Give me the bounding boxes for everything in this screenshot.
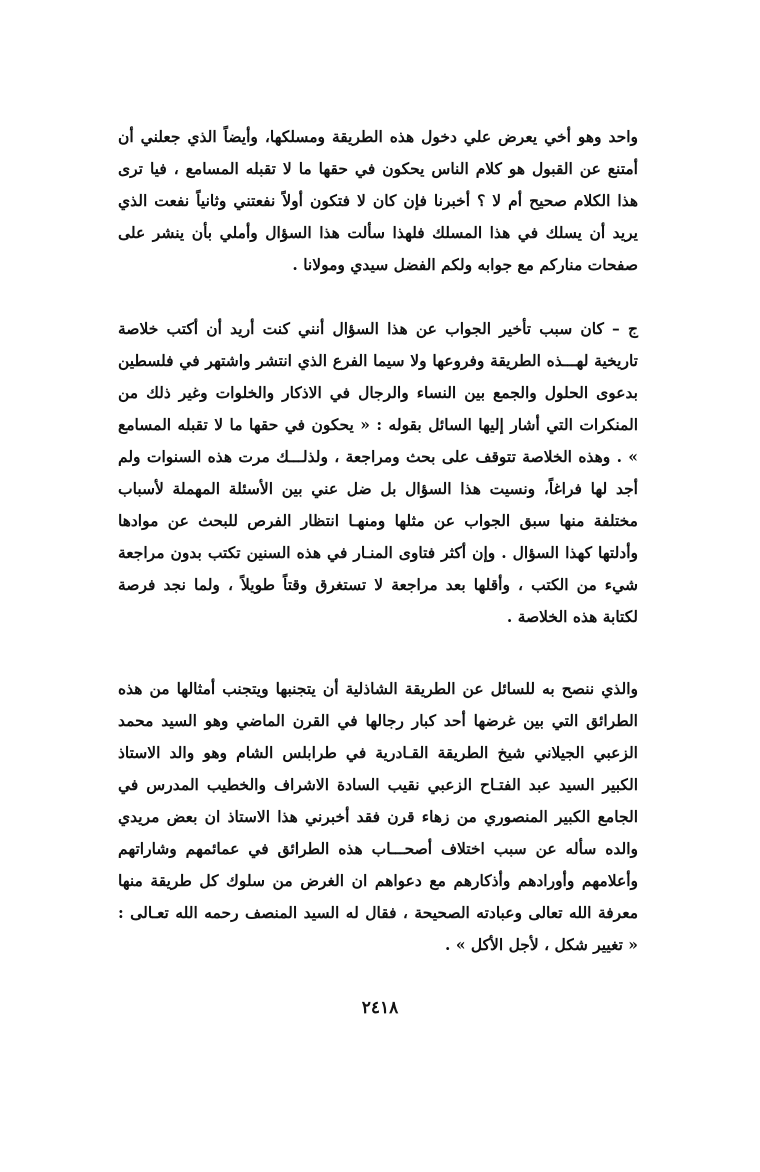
page-number: ٢٤١٨ [361,998,399,1018]
paragraph-advice: والذي ننصح به للسائل عن الطريقة الشاذلية أن يتجنبها ويتجنب أمثالها من هذه الطرائق التي بين غرضها أحد كبار رجالها في القرن الماضي وهو السيد محمد الزعبي الجيلاني شيخ الطريقة القـادرية في طرابلس الشام وهو والد الاستاذ الكبير السيد عبد الفتـاح الزعبي نقيب السادة الاشراف والخطيب المدرس في الجامع الكبير المنصوري من زهاء قرن فقد أخبرني هذا الاستاذ ان بعض مريدي والده سأله عن سبب اختلاف أصحـــاب هذه الطرائق في عمائمهم وشاراتهم وأعلامهم وأورادهم وأذكارهم مع دعواهم ان الغرض من سلوك كل طريقة منها معرفة الله تعالى وعبادته الصحيحة ، فقال له السيد المنصف رحمه الله تعـالى : « تغيير شكل ، لأجل الأكل » . [118,679,638,954]
paragraph-answer-delay: ج – كان سبب تأخير الجواب عن هذا السؤال أنني كنت أريد أن أكتب خلاصة تاريخية لهـــذه الطريقة وفروعها ولا سيما الفرع الذي انتشر واشتهر في فلسطين بدعوى الحلول والجمع بين النساء والرجال في الاذكار والخلوات وغير ذلك من المنكرات التي أشار إليها السائل بقوله : « يحكون في حقها ما لا تقبله المسامع » . وهذه الخلاصة تتوقف على بحث ومراجعة ، ولذلـــك مرت هذه السنوات ولم أجد لها فراغاً، ونسيت هذا السؤال بل ضل عني بين الأسئلة المهملة لأسباب مختلفة منها سبق الجواب عن مثلها ومنهـا انتظار الفرص للبحث عن موادها وأدلتها كهذا السؤال . وإن أكثر فتاوى المنـار في هذه السنين تكتب بدون مراجعة شيء من الكتب ، وأقلها بعد مراجعة لا تستغرق وقتاً طويلاً ، ولما نجد فرصة لكتابة هذه الخلاصة . [118,319,638,626]
paragraph-question-end: واحد وهو أخي يعرض علي دخول هذه الطريقة ومسلكها، وأيضاً الذي جعلني أن أمتنع عن القبول هو كلام الناس يحكون في حقها ما لا تقبله المسامع ، فيا ترى هذا الكلام صحيح أم لا ؟ أخبرنا فإن كان لا فتكون أولاً نفعتني وثانياً نفعت الذي يريد أن يسلك في هذا المسلك فلهذا سألت هذا السؤال وأملي بأن ينشر على صفحات منارکم مع جوابه ولكم الفضل سيدي ومولانا . [118,127,638,274]
